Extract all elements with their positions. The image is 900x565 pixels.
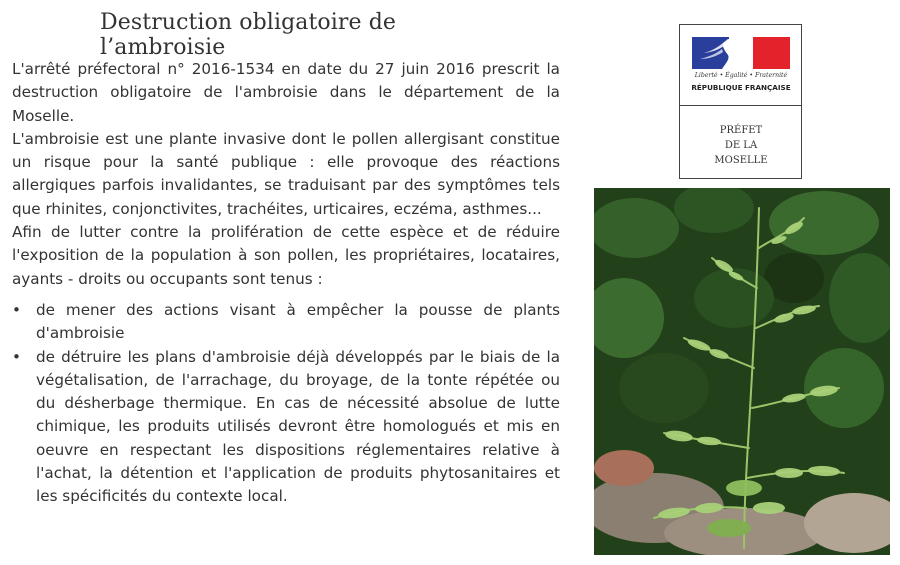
prefecture-logo bbox=[679, 24, 802, 179]
prefet-text bbox=[686, 123, 796, 168]
paragraph-obligations: Afin de lutter contre la prolifération de cette espèce et de réduire l'exposition de la population à son pollen, les propriétaires, locataires, ayants - droits ou occupants sont tenus : bbox=[12, 223, 560, 288]
page-title: Destruction obligatoire de l’ambroisie bbox=[100, 10, 397, 60]
obligations-list bbox=[12, 299, 560, 509]
prefet-line: MOSELLE bbox=[714, 155, 768, 166]
body-text bbox=[12, 58, 560, 509]
marianne-flag-icon bbox=[692, 37, 790, 69]
logo-divider bbox=[680, 105, 801, 106]
paragraph-arrete: L'arrêté préfectoral n° 2016-1534 en date du 27 juin 2016 prescrit la destruction obligatoire de l'ambroisie dans le département de la Moselle. bbox=[12, 60, 560, 125]
paragraph-ambroisie: L'ambroisie est une plante invasive dont le pollen allergisant constitue un risque pour la santé publique : elle provoque des réactions allergiques parfois invalidantes, se traduisant par des symptômes tels que rhinites, conjonctivites, trachéites, urticaires, eczéma, asthmes... bbox=[12, 129, 560, 218]
list-item-text: de mener des actions visant à empêcher la pousse de plants d'ambroisie bbox=[36, 300, 560, 343]
list-item bbox=[12, 346, 560, 509]
republique-francaise-text: RÉPUBLIQUE FRANÇAISE bbox=[691, 83, 791, 92]
list-item-text: de détruire les plans d'ambroisie déjà développés par le biais de la végétalisation, de l'arrachage, du broyage, de la tonte répétée ou du désherbage thermique. En cas de nécessité absolue de lutte chimique, les produits utilisés devront être homologués et mis en oeuvre en respectant les dispositions réglementaires relative à l'achat, la détention et l'application de produits phytosanitaires et les spécificités du contexte local. bbox=[36, 347, 560, 506]
bullet-icon: • bbox=[12, 347, 21, 366]
ambroisie-plant-photo bbox=[594, 188, 890, 555]
bullet-icon: • bbox=[12, 300, 21, 319]
motto-text: Liberté • Égalité • Fraternité bbox=[694, 72, 788, 79]
prefet-line: PRÉFET bbox=[719, 125, 763, 136]
prefet-line: DE LA bbox=[724, 140, 758, 151]
list-item bbox=[12, 299, 560, 346]
